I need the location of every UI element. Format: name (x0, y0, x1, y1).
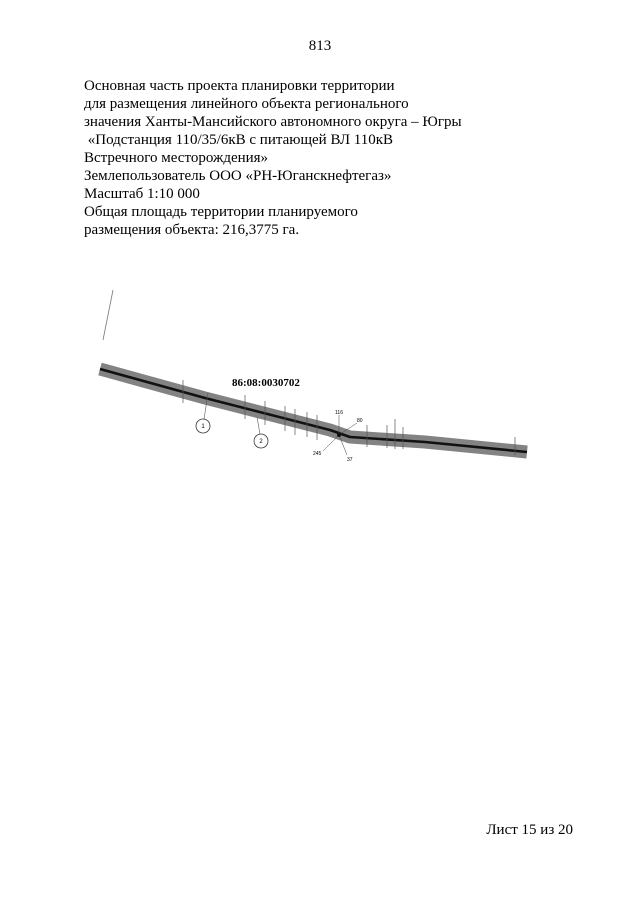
document-header (84, 77, 554, 239)
point-label: 37 (347, 457, 353, 463)
point-label: 116 (335, 410, 343, 416)
map-drawing (95, 285, 535, 485)
header-line: Масштаб 1:10 000 (84, 186, 200, 202)
point-label: 245 (313, 451, 322, 457)
turning-point-marker (337, 433, 341, 437)
corridor-edge (100, 369, 527, 452)
header-line: Встречного месторождения» (84, 150, 269, 166)
header-line: Общая площадь территории планируемого (84, 204, 358, 220)
planning-map (95, 285, 535, 485)
header-line: Основная часть проекта планировки территории (84, 78, 395, 94)
header-line: Землепользователь ООО «РН-Юганскнефтегаз» (84, 168, 392, 184)
cadastral-number: 86:08:0030702 (232, 377, 300, 389)
callout-label: 1 (201, 424, 205, 430)
header-line: значения Ханты-Мансийского автономного округа – Югры (84, 114, 462, 130)
callout-label: 2 (259, 439, 263, 445)
sheet-number: Лист 15 из 20 (486, 822, 573, 838)
header-line: для размещения линейного объекта регионального (84, 96, 409, 112)
boundary-line (103, 290, 113, 340)
header-line: «Подстанция 110/35/6кВ с питающей ВЛ 110кВ (84, 132, 394, 148)
header-line: размещения объекта: 216,3775 га. (84, 222, 300, 238)
point-label: 80 (357, 418, 363, 424)
page-number: 813 (308, 38, 332, 54)
